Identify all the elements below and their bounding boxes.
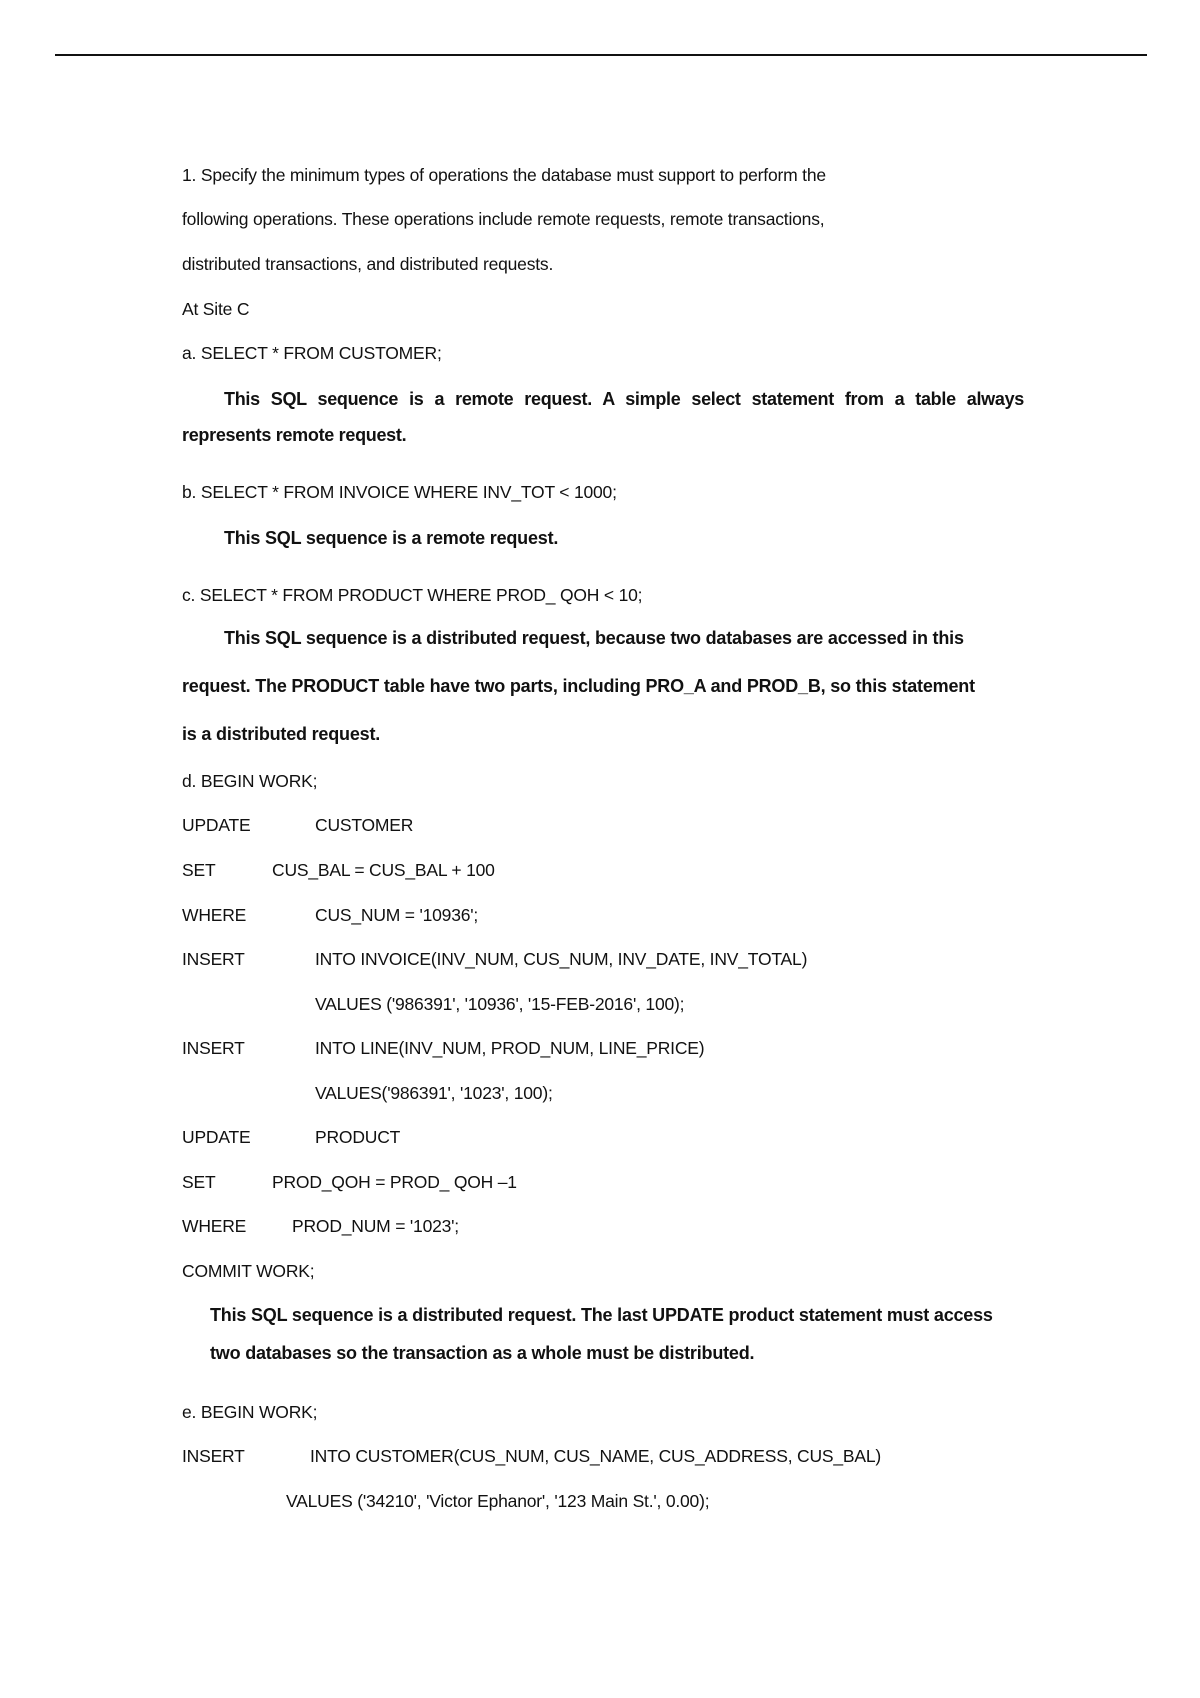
sql-keyword: INSERT [182,1446,245,1466]
sql-clause: PROD_NUM = '1023'; [292,1216,459,1236]
sql-clause: INTO LINE(INV_NUM, PROD_NUM, LINE_PRICE) [315,1038,705,1058]
sql-clause: INTO CUSTOMER(CUS_NUM, CUS_NAME, CUS_ADDRESS, CUS_BAL) [310,1446,882,1466]
sql-clause: PROD_QOH = PROD_ QOH –1 [272,1172,517,1192]
sql-keyword: WHERE [182,905,247,925]
header-rule [55,54,1147,56]
query-a: a. SELECT * FROM CUSTOMER; [182,343,442,363]
intro-line-3: distributed transactions, and distributed requests. [182,254,554,274]
sql-clause: INTO INVOICE(INV_NUM, CUS_NUM, INV_DATE, INV_TOTAL) [315,949,808,969]
sql-keyword: UPDATE [182,815,251,835]
sql-keyword: SET [182,1172,216,1192]
sql-clause: VALUES('986391', '1023', 100); [315,1083,553,1103]
sql-keyword: WHERE [182,1216,247,1236]
sql-clause: VALUES ('986391', '10936', '15-FEB-2016', 100); [315,994,685,1014]
answer-c-line-2: request. The PRODUCT table have two parts, including PRO_A and PROD_B, so this statement [182,676,975,696]
sql-keyword: INSERT [182,949,245,969]
answer-a-line-2: represents remote request. [182,425,407,445]
sql-clause: VALUES ('34210', 'Victor Ephanor', '123 Main St.', 0.00); [286,1491,710,1511]
sql-clause: PRODUCT [315,1127,401,1147]
answer-a [182,381,1024,453]
query-c: c. SELECT * FROM PRODUCT WHERE PROD_ QOH < 10; [182,585,643,605]
sql-keyword: INSERT [182,1038,245,1058]
answer-a-line-1: This SQL sequence is a remote request. A simple select statement from a table always [224,389,1024,409]
answer-d-line-1: This SQL sequence is a distributed request. The last UPDATE product statement must access [210,1305,993,1325]
answer-d-line-2: two databases so the transaction as a whole must be distributed. [210,1343,755,1363]
sql-clause: CUSTOMER [315,815,414,835]
site-label: At Site C [182,299,250,319]
answer-c-line-3: is a distributed request. [182,724,381,744]
answer-b: This SQL sequence is a remote request. [224,528,559,548]
answer-c-line-1: This SQL sequence is a distributed request, because two databases are accessed in this [224,628,964,648]
sql-clause: CUS_NUM = '10936'; [315,905,479,925]
sql-keyword: SET [182,860,216,880]
begin-work-e: e. BEGIN WORK; [182,1402,318,1422]
query-b: b. SELECT * FROM INVOICE WHERE INV_TOT < 1000; [182,482,617,502]
intro-line-1: 1. Specify the minimum types of operations the database must support to perform the [182,165,826,185]
commit-work: COMMIT WORK; [182,1261,315,1281]
intro-line-2: following operations. These operations include remote requests, remote transactions, [182,209,825,229]
sql-keyword: UPDATE [182,1127,251,1147]
begin-work-d: d. BEGIN WORK; [182,771,318,791]
sql-clause: CUS_BAL = CUS_BAL + 100 [272,860,495,880]
